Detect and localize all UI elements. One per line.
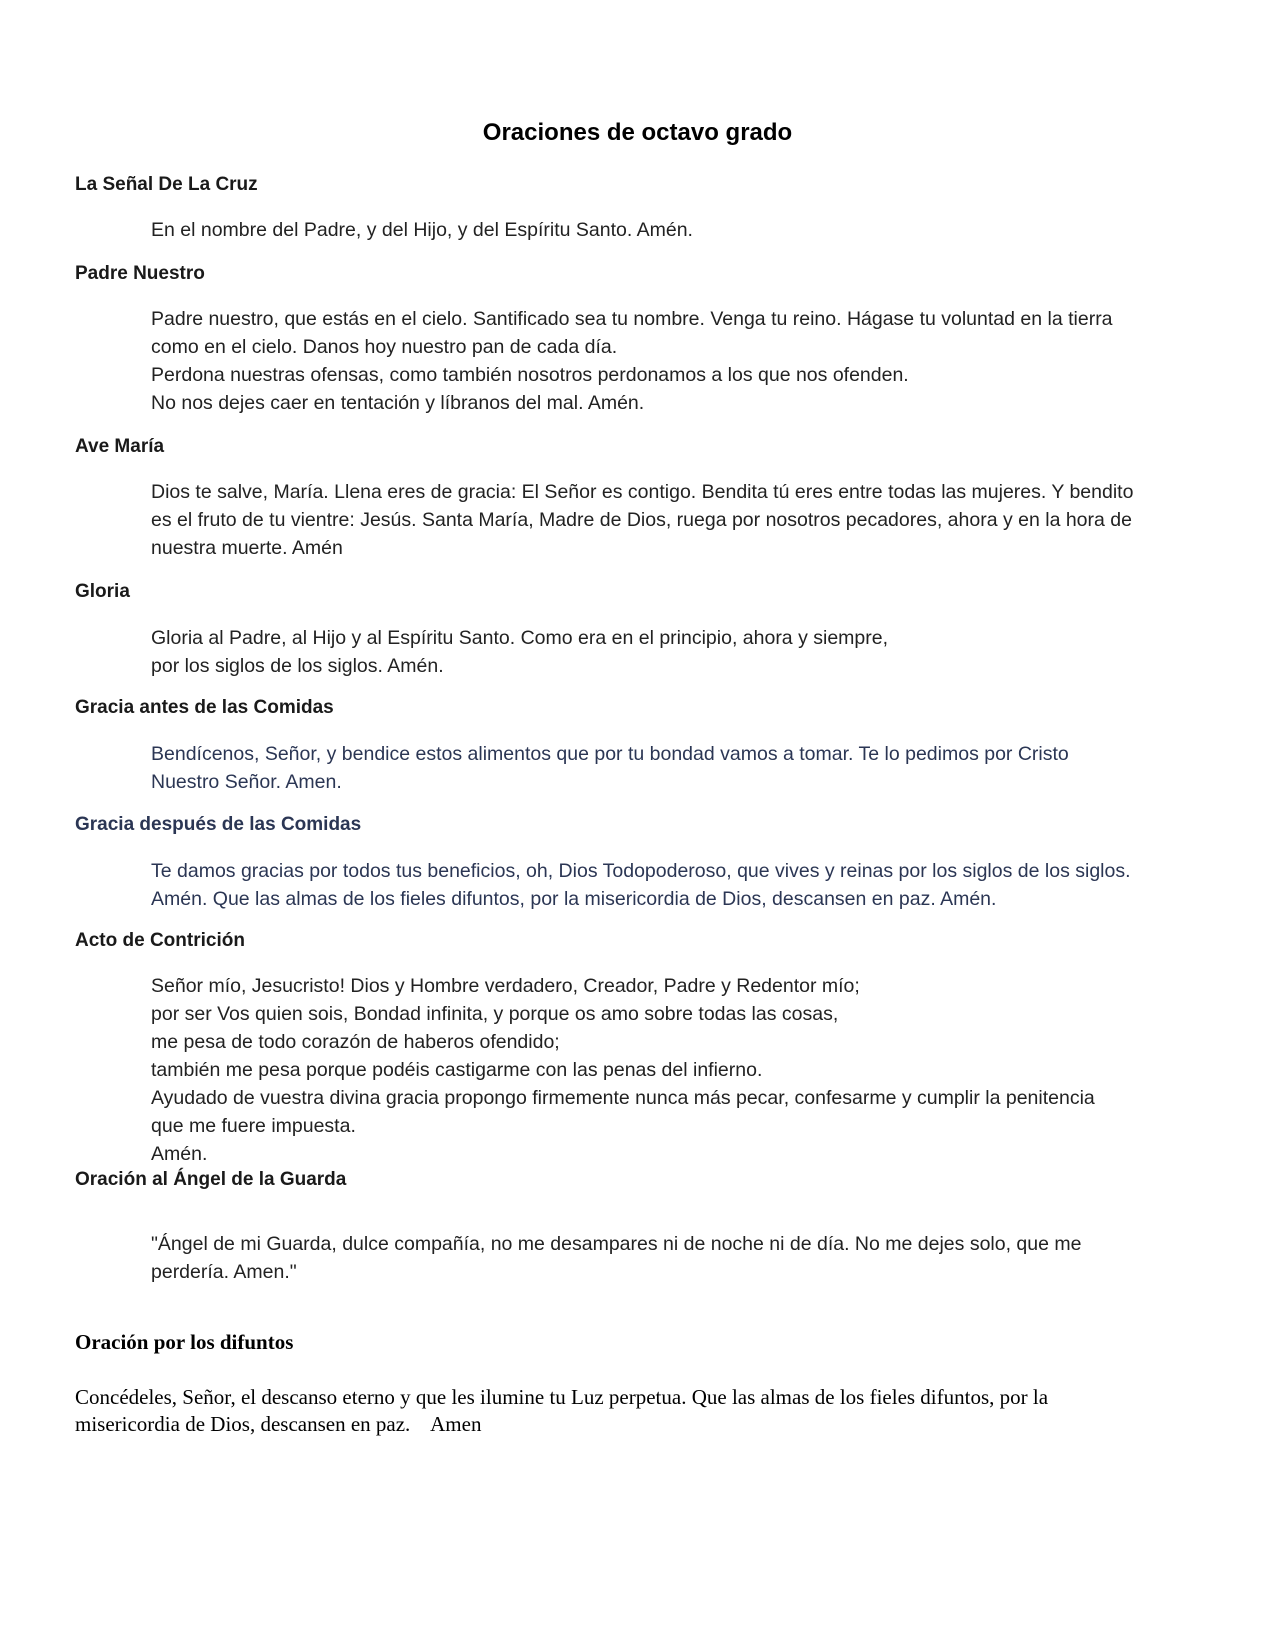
prayer-line: por los siglos de los siglos. Amén. (151, 655, 444, 677)
prayer-text-senal-de-la-cruz (151, 216, 1211, 244)
prayer-line: que me fuere impuesta. (151, 1115, 356, 1137)
prayer-text-gloria (151, 624, 1211, 680)
section-heading-padre-nuestro: Padre Nuestro (75, 263, 205, 284)
prayer-line: Concédeles, Señor, el descanso eterno y que les ilumine tu Luz perpetua. Que las almas de los fieles difuntos, por la (75, 1385, 1049, 1409)
section-heading-por-los-difuntos: Oración por los difuntos (75, 1330, 294, 1354)
prayer-line: me pesa de todo corazón de haberos ofendido; (151, 1031, 560, 1053)
page-title: Oraciones de octavo grado (482, 119, 793, 146)
prayer-line: Bendícenos, Señor, y bendice estos alimentos que por tu bondad vamos a tomar. Te lo pedimos por Cristo (151, 743, 1069, 765)
prayer-line: En el nombre del Padre, y del Hijo, y del Espíritu Santo. Amén. (151, 219, 693, 241)
prayer-line: Nuestro Señor. Amen. (151, 771, 342, 793)
prayer-text-por-los-difuntos (75, 1384, 1215, 1438)
prayer-line: Gloria al Padre, al Hijo y al Espíritu Santo. Como era en el principio, ahora y siempre, (151, 627, 889, 649)
section-heading-gracia-antes: Gracia antes de las Comidas (75, 697, 334, 718)
prayer-line: Señor mío, Jesucristo! Dios y Hombre verdadero, Creador, Padre y Redentor mío; (151, 975, 860, 997)
prayer-line: perdería. Amen." (151, 1261, 297, 1283)
prayer-line: Padre nuestro, que estás en el cielo. Santificado sea tu nombre. Venga tu reino. Hágase tu voluntad en la tierra (151, 308, 1113, 330)
prayer-line: Amén. (151, 1143, 208, 1165)
prayer-text-acto-de-contricion (151, 972, 1211, 1168)
prayer-line: Ayudado de vuestra divina gracia propongo firmemente nunca más pecar, confesarme y cumplir la penitencia (151, 1087, 1095, 1109)
section-heading-angel-de-la-guarda: Oración al Ángel de la Guarda (75, 1169, 347, 1190)
prayer-line: también me pesa porque podéis castigarme con las penas del infierno. (151, 1059, 763, 1081)
section-heading-gracia-despues: Gracia después de las Comidas (75, 814, 362, 835)
prayer-text-gracia-despues (151, 857, 1211, 913)
prayer-line: Te damos gracias por todos tus beneficios, oh, Dios Todopoderoso, que vives y reinas por los siglos de los siglos. (151, 860, 1131, 882)
prayer-line: es el fruto de tu vientre: Jesús. Santa María, Madre de Dios, ruega por nosotros pecadores, ahora y en la hora de (151, 509, 1132, 531)
prayer-text-gracia-antes (151, 740, 1211, 796)
prayer-text-ave-maria (151, 478, 1211, 562)
prayer-line: No nos dejes caer en tentación y líbranos del mal. Amén. (151, 392, 645, 414)
prayer-line: Amén. Que las almas de los fieles difuntos, por la misericordia de Dios, descansen en paz. Amén. (151, 888, 997, 910)
prayer-line: nuestra muerte. Amén (151, 537, 343, 559)
section-heading-gloria: Gloria (75, 581, 130, 602)
section-heading-acto-de-contricion: Acto de Contrición (75, 930, 245, 951)
prayer-line: misericordia de Dios, descansen en paz. Amen (75, 1412, 482, 1436)
prayer-line: "Ángel de mi Guarda, dulce compañía, no me desampares ni de noche ni de día. No me dejes solo, que me (151, 1233, 1082, 1255)
prayer-text-padre-nuestro (151, 305, 1211, 417)
prayer-line: por ser Vos quien sois, Bondad infinita, y porque os amo sobre todas las cosas, (151, 1003, 839, 1025)
prayer-text-angel-de-la-guarda (151, 1230, 1211, 1286)
prayer-line: como en el cielo. Danos hoy nuestro pan de cada día. (151, 336, 618, 358)
prayer-line: Perdona nuestras ofensas, como también nosotros perdonamos a los que nos ofenden. (151, 364, 909, 386)
section-heading-ave-maria: Ave María (75, 436, 165, 457)
section-heading-senal-de-la-cruz: La Señal De La Cruz (75, 174, 258, 195)
prayer-line: Dios te salve, María. Llena eres de gracia: El Señor es contigo. Bendita tú eres entre todas las mujeres. Y bendito (151, 481, 1134, 503)
